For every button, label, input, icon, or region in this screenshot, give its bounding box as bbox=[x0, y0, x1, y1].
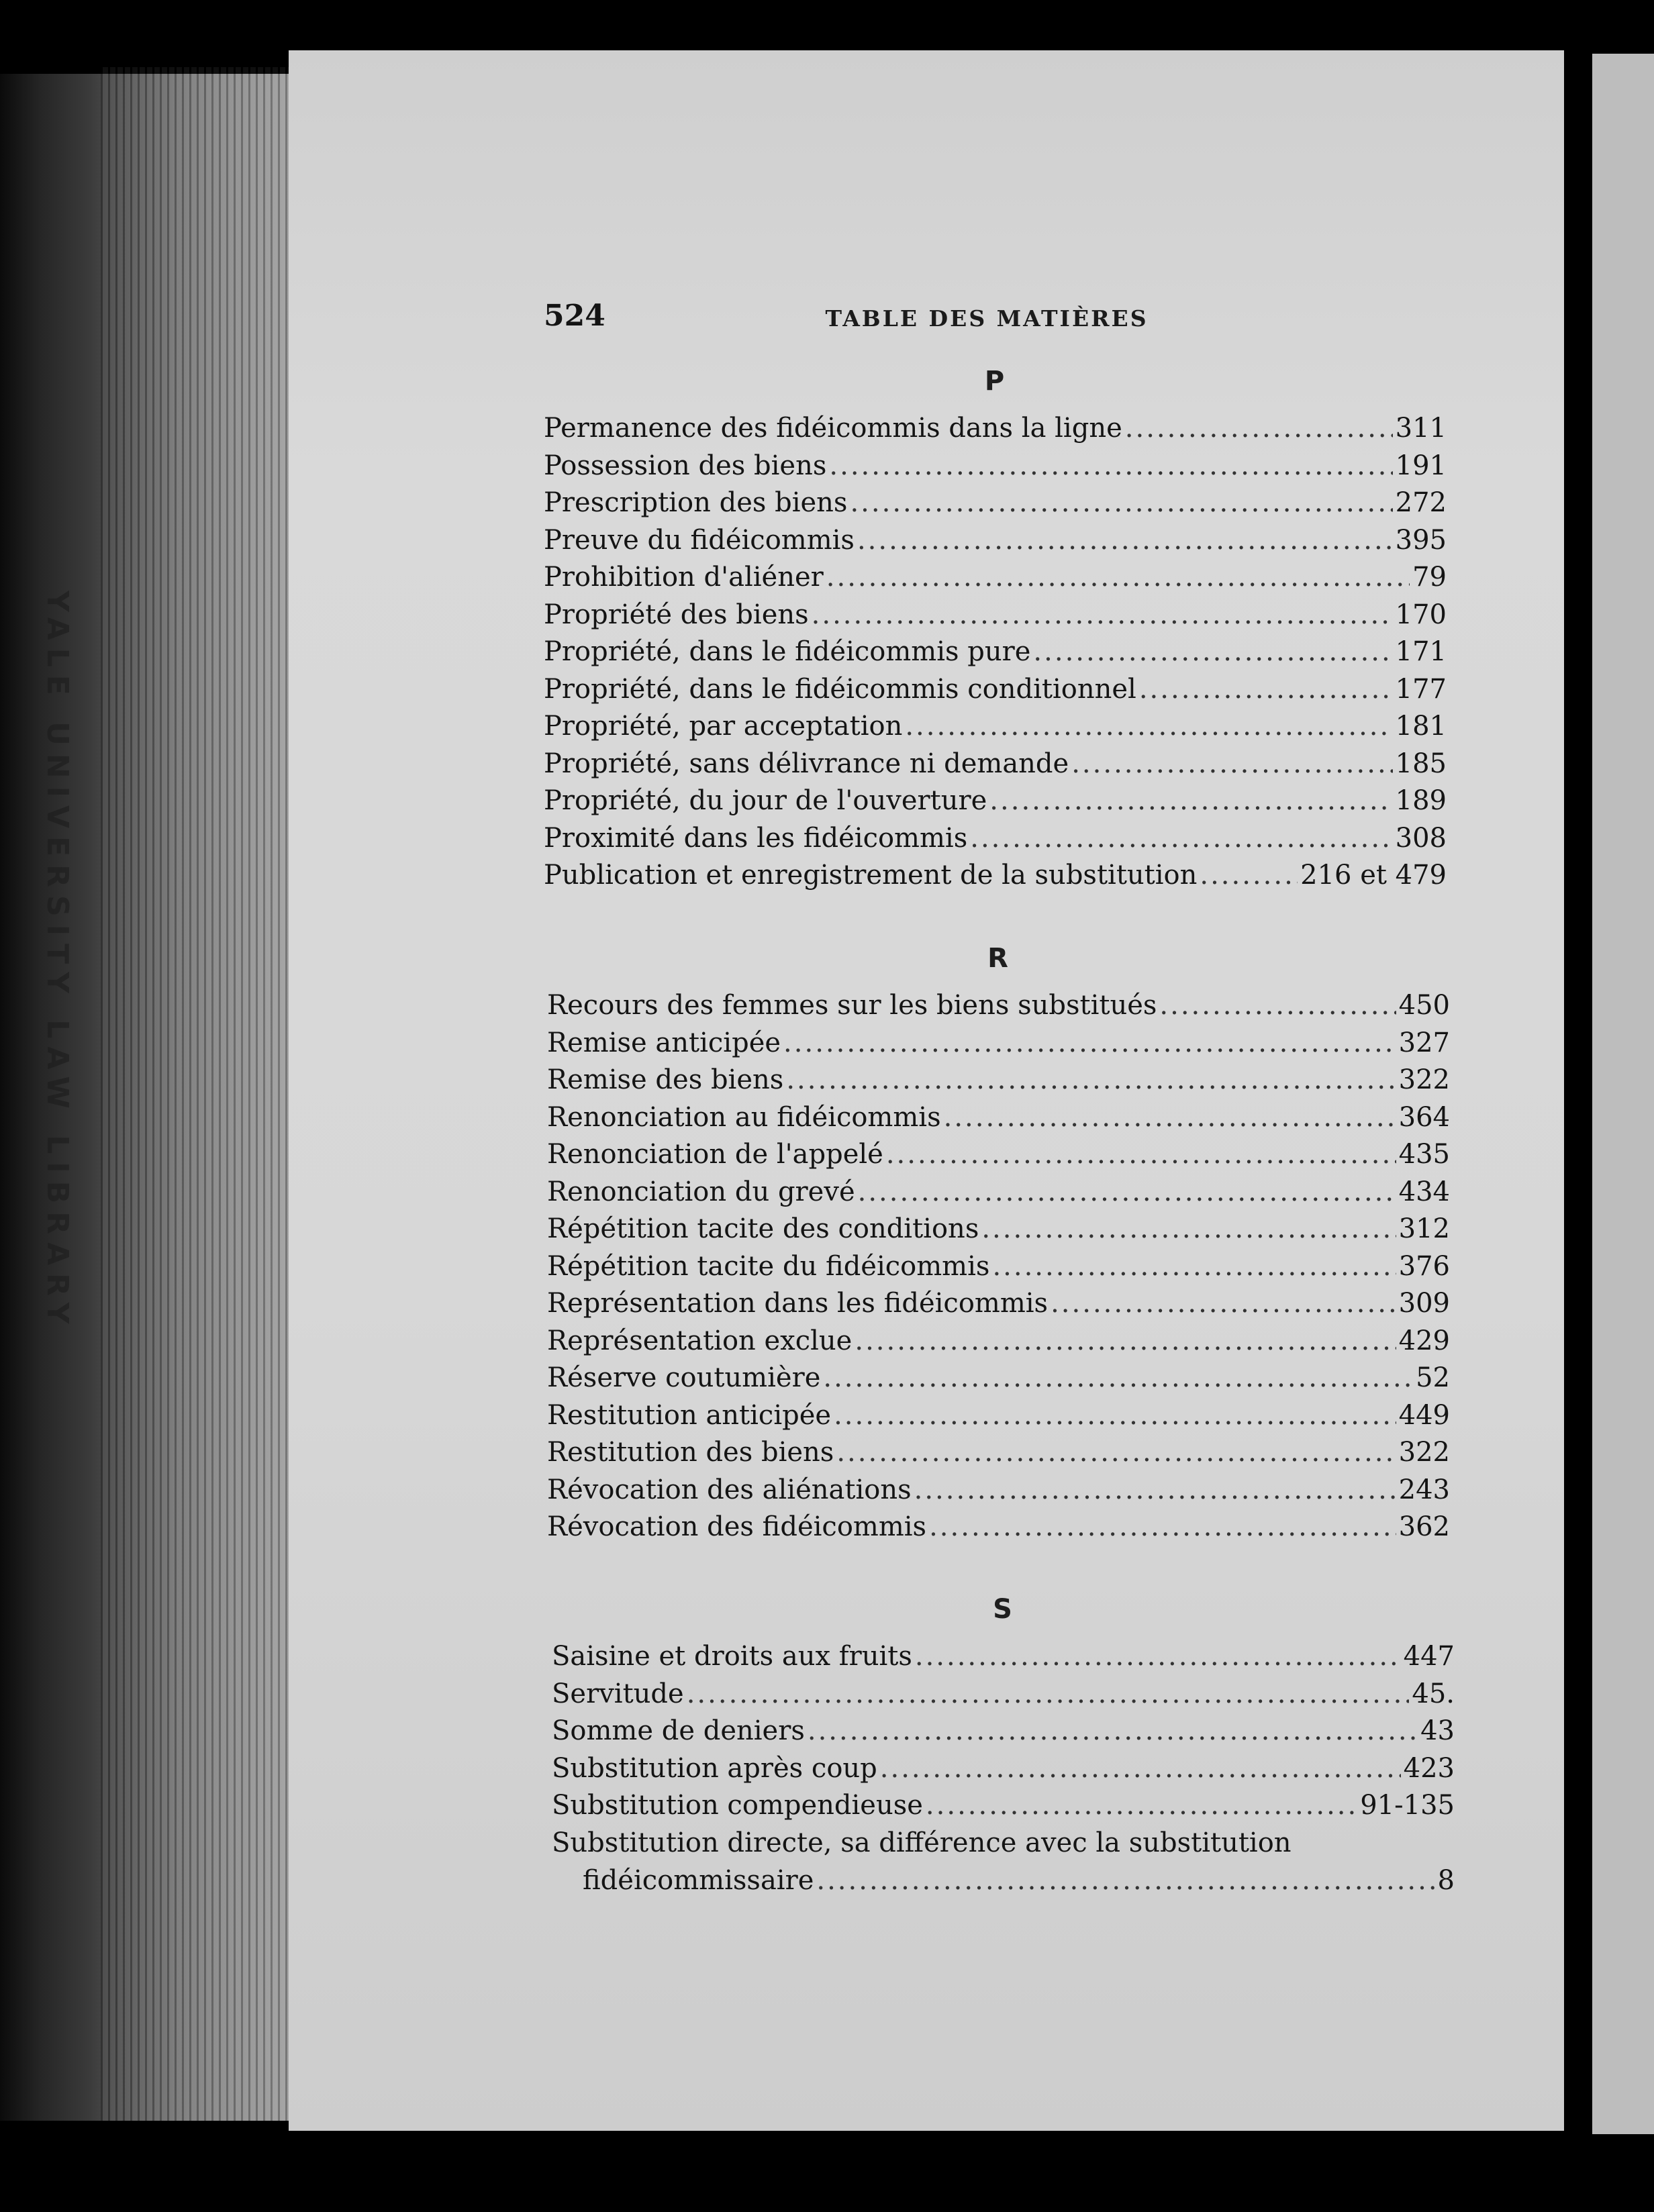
entry-text: Propriété, du jour de l'ouverture bbox=[544, 785, 987, 816]
entry-text: Publication et enregistrement de la substitution bbox=[544, 860, 1198, 891]
entry-text: Représentation exclue bbox=[547, 1325, 853, 1356]
dot-leader bbox=[850, 487, 1392, 514]
index-entry bbox=[547, 1064, 1450, 1102]
index-entry bbox=[547, 990, 1450, 1027]
entry-page: 272 bbox=[1395, 487, 1447, 518]
dot-leader bbox=[687, 1678, 1410, 1705]
section-letter: S bbox=[993, 1594, 1014, 1625]
dot-leader bbox=[783, 1027, 1396, 1054]
dot-leader bbox=[989, 785, 1392, 812]
index-entry bbox=[544, 636, 1447, 674]
dot-leader bbox=[857, 525, 1393, 552]
entry-page: 8 bbox=[1437, 1864, 1455, 1896]
dot-leader bbox=[1139, 674, 1393, 701]
dot-leader bbox=[836, 1437, 1396, 1464]
dot-leader bbox=[808, 1715, 1418, 1742]
entry-text: Renonciation au fidéicommis bbox=[547, 1101, 941, 1133]
index-entry bbox=[547, 1400, 1450, 1438]
entry-text: Représentation dans les fidéicommis bbox=[547, 1288, 1049, 1319]
entry-text: Prohibition d'aliéner bbox=[544, 562, 824, 593]
index-entry bbox=[552, 1753, 1455, 1791]
index-entry bbox=[544, 711, 1447, 748]
entry-page: 423 bbox=[1403, 1752, 1455, 1784]
dot-leader bbox=[858, 1176, 1396, 1203]
dot-leader bbox=[812, 599, 1393, 626]
index-entries bbox=[547, 990, 1450, 1549]
index-entry bbox=[552, 1641, 1455, 1678]
dot-leader bbox=[823, 1362, 1413, 1389]
running-title: TABLE DES MATIÈRES bbox=[825, 305, 1149, 332]
entry-text: Réserve coutumière bbox=[547, 1362, 821, 1393]
entry-page: 447 bbox=[1403, 1641, 1455, 1672]
page-header bbox=[544, 299, 1403, 346]
index-entry bbox=[552, 1678, 1455, 1716]
entry-page: 322 bbox=[1398, 1064, 1450, 1095]
dot-leader bbox=[855, 1325, 1396, 1352]
index-entry bbox=[544, 748, 1447, 786]
entry-text: Possession des biens bbox=[544, 450, 827, 481]
entry-text: Répétition tacite du fidéicommis bbox=[547, 1250, 990, 1282]
entry-page: 311 bbox=[1395, 413, 1447, 444]
entry-page: 216 et 479 bbox=[1300, 860, 1447, 891]
section-letter: P bbox=[984, 366, 1006, 397]
dot-leader bbox=[905, 711, 1392, 738]
dot-leader bbox=[786, 1064, 1396, 1091]
entry-page: 91-135 bbox=[1360, 1790, 1455, 1821]
facing-page-edge bbox=[1592, 54, 1654, 2134]
index-entries bbox=[544, 413, 1447, 897]
dot-leader bbox=[915, 1641, 1401, 1668]
index-entry bbox=[547, 1176, 1450, 1214]
entry-text: Restitution anticipée bbox=[547, 1399, 832, 1431]
entry-text: Révocation des fidéicommis bbox=[547, 1511, 927, 1542]
dot-leader bbox=[970, 823, 1392, 850]
entry-text: Somme de deniers bbox=[552, 1715, 805, 1746]
index-entry-continuation bbox=[552, 1865, 1455, 1903]
index-entry bbox=[544, 413, 1447, 450]
index-entry bbox=[547, 1102, 1450, 1140]
index-entry bbox=[552, 1715, 1455, 1753]
entry-page: 191 bbox=[1395, 450, 1447, 481]
entry-page: 309 bbox=[1398, 1288, 1450, 1319]
entry-page: 181 bbox=[1395, 711, 1447, 742]
entry-text: Renonciation du grevé bbox=[547, 1176, 855, 1207]
index-entry bbox=[547, 1437, 1450, 1474]
dot-leader bbox=[880, 1753, 1401, 1780]
index-entry bbox=[544, 562, 1447, 599]
book-page bbox=[289, 50, 1564, 2131]
entry-page: 327 bbox=[1398, 1027, 1450, 1058]
entry-page: 79 bbox=[1412, 562, 1447, 593]
dot-leader bbox=[1071, 748, 1392, 775]
entry-page: 243 bbox=[1398, 1474, 1450, 1505]
entry-text: Propriété, sans délivrance ni demande bbox=[544, 748, 1069, 779]
entry-text: Substitution après coup bbox=[552, 1752, 877, 1784]
index-entry bbox=[544, 860, 1447, 897]
index-entry bbox=[547, 1362, 1450, 1400]
index-entries bbox=[552, 1641, 1455, 1902]
entry-page: 435 bbox=[1398, 1139, 1450, 1170]
index-entry bbox=[547, 1325, 1450, 1363]
entry-text: Preuve du fidéicommis bbox=[544, 524, 855, 556]
entry-text: Remise anticipée bbox=[547, 1027, 781, 1058]
dot-leader bbox=[944, 1102, 1396, 1129]
page-edge-lines bbox=[101, 67, 295, 2121]
dot-leader bbox=[929, 1511, 1396, 1538]
index-entry-first-line bbox=[552, 1827, 1455, 1865]
entry-page: 449 bbox=[1398, 1399, 1450, 1431]
entry-page: 429 bbox=[1398, 1325, 1450, 1356]
dot-leader bbox=[981, 1213, 1396, 1240]
dot-leader bbox=[926, 1790, 1357, 1817]
index-entry bbox=[547, 1511, 1450, 1549]
index-entry bbox=[544, 450, 1447, 488]
page-number: 524 bbox=[544, 299, 605, 333]
entry-page: 52 bbox=[1416, 1362, 1450, 1393]
entry-text: Substitution directe, sa différence avec la substitution bbox=[552, 1827, 1292, 1858]
entry-text: Proximité dans les fidéicommis bbox=[544, 822, 968, 854]
entry-page: 189 bbox=[1395, 785, 1447, 816]
dot-leader bbox=[1033, 636, 1392, 663]
index-entry bbox=[552, 1790, 1455, 1827]
entry-text: Propriété des biens bbox=[544, 599, 809, 630]
index-entry bbox=[544, 674, 1447, 711]
library-stamp: YALE UNIVERSITY LAW LIBRARY bbox=[40, 591, 75, 1332]
entry-text: Substitution compendieuse bbox=[552, 1790, 923, 1821]
index-entry bbox=[544, 823, 1447, 860]
dot-leader bbox=[829, 450, 1392, 477]
dot-leader bbox=[992, 1251, 1396, 1278]
entry-page: 362 bbox=[1398, 1511, 1450, 1542]
entry-text: Propriété, par acceptation bbox=[544, 711, 903, 742]
index-entry bbox=[547, 1251, 1450, 1289]
entry-text: Permanence des fidéicommis dans la ligne bbox=[544, 413, 1122, 444]
index-entry bbox=[547, 1213, 1450, 1251]
entry-page: 43 bbox=[1420, 1715, 1455, 1746]
dot-leader bbox=[914, 1474, 1396, 1501]
section-s bbox=[552, 1594, 1455, 1902]
section-letter: R bbox=[987, 943, 1010, 974]
entry-page: 177 bbox=[1395, 673, 1447, 705]
entry-page: 185 bbox=[1395, 748, 1447, 779]
dot-leader bbox=[1159, 990, 1396, 1017]
entry-page: 450 bbox=[1398, 990, 1450, 1021]
index-entry bbox=[544, 785, 1447, 823]
dot-leader bbox=[1200, 860, 1298, 887]
dot-leader bbox=[834, 1400, 1396, 1427]
entry-page: 376 bbox=[1398, 1250, 1450, 1282]
entry-page: 395 bbox=[1395, 524, 1447, 556]
section-r bbox=[547, 943, 1450, 1549]
index-entry bbox=[547, 1027, 1450, 1065]
index-entry bbox=[547, 1474, 1450, 1512]
entry-page: 434 bbox=[1398, 1176, 1450, 1207]
entry-page: 171 bbox=[1395, 636, 1447, 667]
dot-leader bbox=[886, 1139, 1396, 1166]
dot-leader bbox=[816, 1865, 1434, 1892]
entry-text: Propriété, dans le fidéicommis pure bbox=[544, 636, 1031, 667]
dot-leader bbox=[826, 562, 1410, 589]
entry-text: Remise des biens bbox=[547, 1064, 784, 1095]
entry-text: Révocation des aliénations bbox=[547, 1474, 912, 1505]
index-entry bbox=[544, 487, 1447, 525]
entry-text: Répétition tacite des conditions bbox=[547, 1213, 979, 1244]
entry-text: Propriété, dans le fidéicommis conditionnel bbox=[544, 673, 1136, 705]
dot-leader bbox=[1051, 1288, 1396, 1315]
entry-page: 322 bbox=[1398, 1437, 1450, 1468]
entry-text: Renonciation de l'appelé bbox=[547, 1139, 883, 1170]
entry-page: 308 bbox=[1395, 822, 1447, 854]
index-entry bbox=[544, 525, 1447, 562]
entry-text: Recours des femmes sur les biens substitués bbox=[547, 990, 1157, 1021]
dot-leader bbox=[1125, 413, 1393, 440]
entry-page: 170 bbox=[1395, 599, 1447, 630]
index-entry bbox=[547, 1139, 1450, 1176]
entry-text: Servitude bbox=[552, 1678, 684, 1709]
entry-page: 312 bbox=[1398, 1213, 1450, 1244]
entry-text: Prescription des biens bbox=[544, 487, 848, 518]
entry-page: 364 bbox=[1398, 1101, 1450, 1133]
entry-text: Restitution des biens bbox=[547, 1437, 834, 1468]
entry-text: Saisine et droits aux fruits bbox=[552, 1641, 912, 1672]
section-p bbox=[544, 366, 1447, 897]
entry-text-continued: fidéicommissaire bbox=[583, 1864, 814, 1896]
entry-page: 45. bbox=[1412, 1678, 1455, 1709]
index-entry bbox=[544, 599, 1447, 637]
index-entry bbox=[547, 1288, 1450, 1325]
